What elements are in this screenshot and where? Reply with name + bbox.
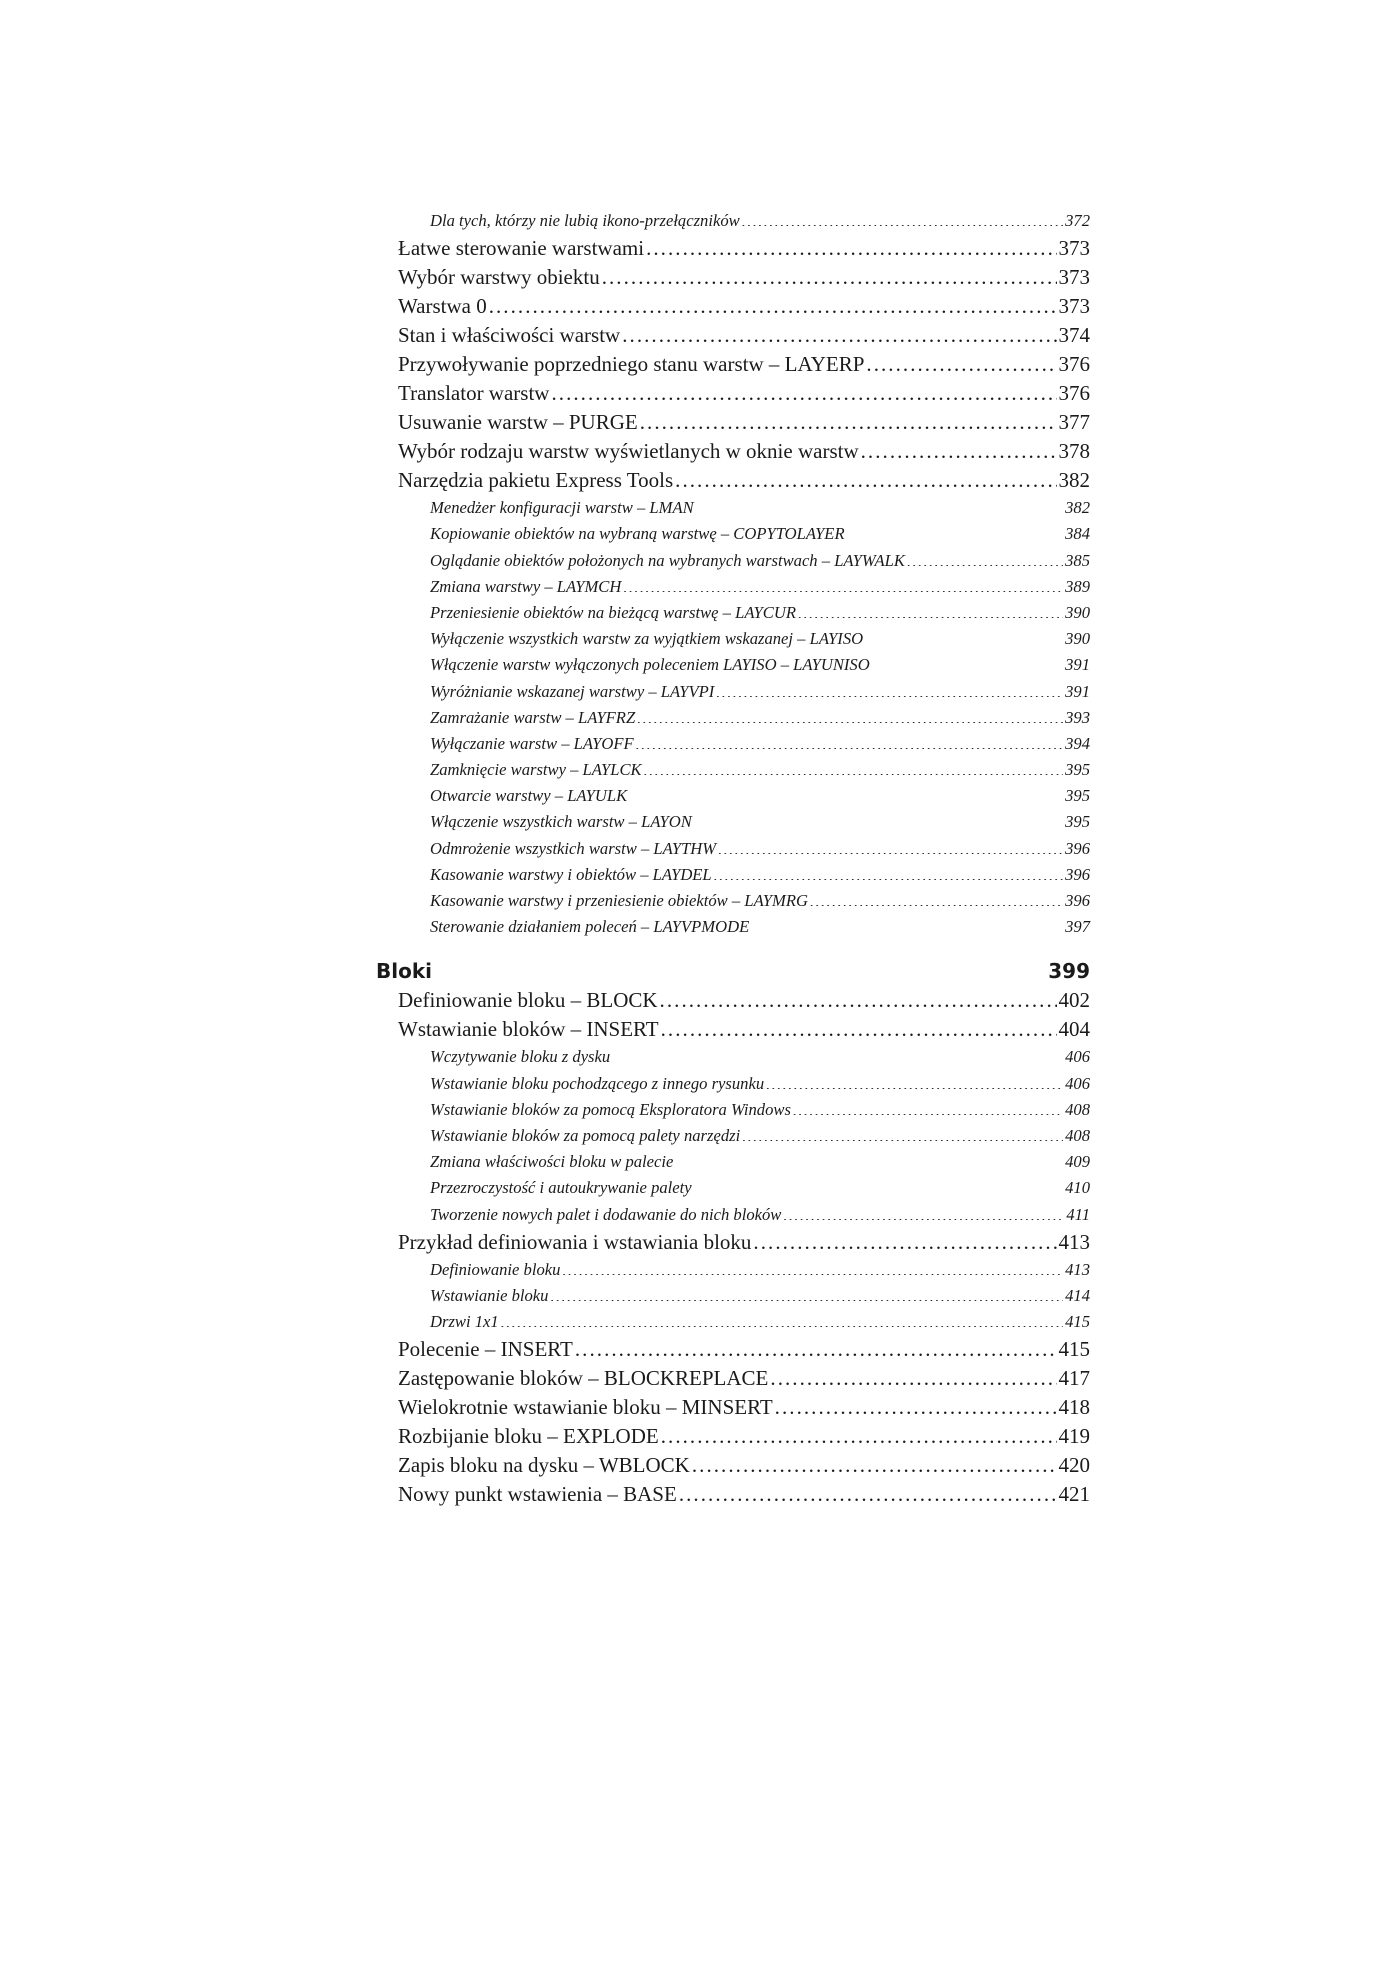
toc-dot-leader <box>575 1335 1057 1356</box>
toc-entry <box>376 1451 1090 1480</box>
toc-dot-leader <box>637 706 1063 723</box>
toc-entry <box>376 1123 1090 1149</box>
toc-entry-page-number: 399 <box>1048 959 1090 984</box>
toc-dot-leader <box>675 466 1056 487</box>
toc-entry-page-number: 385 <box>1065 550 1090 570</box>
toc-dot-leader <box>718 837 1063 854</box>
toc-entry-title: Łatwe sterowanie warstwami <box>398 236 645 261</box>
toc-dot-leader <box>847 523 1064 540</box>
toc-entry-page-number: 410 <box>1065 1178 1090 1198</box>
toc-dot-leader <box>550 1284 1063 1301</box>
toc-entry-page-number: 415 <box>1058 1337 1090 1362</box>
toc-entry <box>376 321 1090 350</box>
toc-dot-leader <box>501 1310 1063 1327</box>
toc-entry <box>376 888 1090 914</box>
toc-entry-title: Kasowanie warstwy i obiektów – LAYDEL <box>430 864 712 884</box>
toc-dot-leader <box>694 1177 1063 1194</box>
toc-entry-title: Nowy punkt wstawienia – BASE <box>398 1482 677 1507</box>
toc-dot-leader <box>622 321 1056 342</box>
toc-entry-page-number: 396 <box>1065 891 1090 910</box>
toc-entry-title: Translator warstw <box>398 381 550 406</box>
toc-dot-leader <box>798 601 1063 618</box>
toc-entry <box>376 986 1090 1015</box>
toc-entry-title: Usuwanie warstw – PURGE <box>398 410 638 435</box>
toc-entry-page-number: 382 <box>1058 468 1090 493</box>
toc-dot-leader <box>646 234 1056 255</box>
toc-entry-title: Wyłączenie wszystkich warstw za wyjątkiem wskazanej – LAYISO <box>430 629 864 649</box>
toc-dot-leader <box>623 575 1063 592</box>
toc-dot-leader <box>716 680 1063 697</box>
toc-entry <box>376 466 1090 495</box>
toc-entry <box>376 521 1090 547</box>
toc-entry-title: Warstwa 0 <box>398 294 487 319</box>
toc-entry <box>376 437 1090 466</box>
toc-entry-page-number: 395 <box>1065 786 1090 806</box>
table-of-contents <box>376 208 1090 1509</box>
toc-entry-title: Wstawianie bloku <box>430 1285 549 1305</box>
toc-entry-title: Narzędzia pakietu Express Tools <box>398 468 674 493</box>
toc-entry-title: Wyłączanie warstw – LAYOFF <box>430 733 634 753</box>
toc-entry <box>376 379 1090 408</box>
toc-dot-leader <box>793 1098 1063 1115</box>
toc-entry-page-number: 373 <box>1058 294 1090 319</box>
toc-dot-leader <box>675 1151 1063 1168</box>
toc-entry-title: Zmiana właściwości bloku w palecie <box>430 1152 674 1172</box>
toc-dot-leader <box>661 1015 1057 1036</box>
toc-entry <box>376 234 1090 263</box>
toc-entry-page-number: 406 <box>1065 1073 1090 1093</box>
toc-entry-page-number: 393 <box>1065 707 1090 727</box>
toc-entry <box>376 783 1090 809</box>
toc-dot-leader <box>636 732 1064 749</box>
toc-dot-leader <box>753 1228 1056 1249</box>
toc-entry <box>376 914 1090 940</box>
toc-entry-page-number: 377 <box>1058 410 1090 435</box>
toc-dot-leader <box>644 758 1064 775</box>
toc-entry <box>376 1097 1090 1123</box>
toc-entry-title: Zamrażanie warstw – LAYFRZ <box>430 707 636 727</box>
toc-entry-title: Kasowanie warstwy i przeniesienie obiektów – LAYMRG <box>430 891 808 910</box>
toc-entry <box>376 809 1090 835</box>
toc-entry-page-number: 420 <box>1058 1453 1090 1478</box>
toc-entry-page-number: 391 <box>1065 655 1090 675</box>
toc-entry <box>376 757 1090 783</box>
toc-entry-title: Wstawianie bloków za pomocą Eksploratora Windows <box>430 1099 791 1119</box>
toc-entry-title: Definiowanie bloku – BLOCK <box>398 988 658 1013</box>
toc-entry-page-number: 384 <box>1065 524 1090 544</box>
toc-entry-title: Wyróżnianie wskazanej warstwy – LAYVPI <box>430 681 715 701</box>
toc-entry-title: Przezroczystość i autoukrywanie palety <box>430 1178 692 1198</box>
toc-dot-leader <box>694 811 1063 828</box>
toc-entry-page-number: 376 <box>1058 381 1090 406</box>
toc-entry <box>376 292 1090 321</box>
toc-entry-title: Wybór warstwy obiektu <box>398 265 600 290</box>
toc-entry <box>376 1228 1090 1257</box>
toc-dot-leader <box>562 1258 1063 1275</box>
toc-entry <box>376 836 1090 862</box>
toc-entry <box>376 1044 1090 1070</box>
toc-dot-leader <box>866 350 1056 371</box>
toc-entry-title: Drzwi 1x1 <box>430 1312 499 1332</box>
toc-dot-leader <box>679 1480 1057 1501</box>
toc-entry-page-number: 395 <box>1065 812 1090 832</box>
toc-entry-title: Wstawianie bloków za pomocą palety narzędzi <box>430 1125 741 1145</box>
toc-dot-leader <box>872 654 1063 671</box>
toc-entry-page-number: 417 <box>1058 1366 1090 1391</box>
toc-dot-leader <box>489 292 1057 313</box>
toc-entry-title: Tworzenie nowych palet i dodawanie do nich bloków <box>430 1204 782 1224</box>
toc-entry-title: Definiowanie bloku <box>430 1259 561 1279</box>
toc-entry-page-number: 396 <box>1065 864 1090 884</box>
toc-entry-page-number: 411 <box>1066 1204 1090 1224</box>
toc-entry-page-number: 421 <box>1058 1482 1090 1507</box>
toc-dot-leader <box>696 497 1063 514</box>
toc-entry <box>376 626 1090 652</box>
toc-entry-page-number: 402 <box>1058 988 1090 1013</box>
toc-dot-leader <box>775 1393 1057 1414</box>
toc-dot-leader <box>602 263 1057 284</box>
toc-dot-leader <box>907 549 1063 566</box>
toc-entry-title: Zapis bloku na dysku – WBLOCK <box>398 1453 690 1478</box>
toc-entry <box>376 263 1090 292</box>
toc-entry <box>376 208 1090 234</box>
toc-entry-page-number: 413 <box>1065 1259 1090 1279</box>
toc-dot-leader <box>692 1451 1057 1472</box>
toc-entry-title: Wstawianie bloku pochodzącego z innego rysunku <box>430 1073 765 1093</box>
toc-entry-page-number: 373 <box>1058 265 1090 290</box>
toc-entry-title: Wielokrotnie wstawianie bloku – MINSERT <box>398 1395 773 1420</box>
toc-dot-leader <box>865 628 1063 645</box>
toc-entry-page-number: 378 <box>1058 439 1090 464</box>
toc-entry-title: Przeniesienie obiektów na bieżącą warstwę – LAYCUR <box>430 602 796 622</box>
toc-entry <box>376 495 1090 521</box>
toc-dot-leader <box>766 1072 1063 1089</box>
toc-entry <box>376 408 1090 437</box>
toc-entry <box>376 1283 1090 1309</box>
toc-entry <box>376 862 1090 888</box>
toc-entry-title: Przykład definiowania i wstawiania bloku <box>398 1229 752 1254</box>
toc-dot-leader <box>751 916 1063 933</box>
toc-entry-page-number: 390 <box>1065 602 1090 622</box>
toc-entry <box>376 1480 1090 1509</box>
toc-entry-title: Włączenie wszystkich warstw – LAYON <box>430 812 692 832</box>
toc-entry-page-number: 391 <box>1065 681 1090 701</box>
toc-entry-title: Zastępowanie bloków – BLOCKREPLACE <box>398 1366 769 1391</box>
toc-entry <box>376 1175 1090 1201</box>
toc-entry <box>376 652 1090 678</box>
toc-entry-title: Zmiana warstwy – LAYMCH <box>430 576 622 596</box>
toc-entry-page-number: 413 <box>1058 1229 1090 1254</box>
toc-entry <box>376 1422 1090 1451</box>
toc-entry-page-number: 373 <box>1058 236 1090 261</box>
toc-dot-leader <box>783 1203 1064 1220</box>
toc-entry-page-number: 396 <box>1065 838 1090 858</box>
toc-dot-leader <box>861 437 1057 458</box>
toc-entry-page-number: 414 <box>1065 1285 1090 1305</box>
toc-entry <box>376 679 1090 705</box>
toc-dot-leader <box>810 889 1063 906</box>
toc-dot-leader <box>551 379 1056 400</box>
toc-entry <box>376 1149 1090 1175</box>
toc-chapter-heading <box>376 956 1090 986</box>
toc-entry <box>376 1071 1090 1097</box>
toc-entry-title: Wybór rodzaju warstw wyświetlanych w oknie warstw <box>398 439 859 464</box>
toc-entry <box>376 1364 1090 1393</box>
toc-entry <box>376 600 1090 626</box>
toc-entry <box>376 1257 1090 1283</box>
toc-entry-title: Włączenie warstw wyłączonych poleceniem LAYISO – LAYUNISO <box>430 655 870 675</box>
toc-entry-page-number: 419 <box>1058 1424 1090 1449</box>
toc-entry-page-number: 372 <box>1065 211 1090 230</box>
toc-entry-title: Stan i właściwości warstw <box>398 323 621 348</box>
toc-entry-title: Wczytywanie bloku z dysku <box>430 1047 611 1067</box>
toc-entry <box>376 548 1090 574</box>
toc-entry <box>376 574 1090 600</box>
toc-dot-leader <box>742 1124 1063 1141</box>
toc-entry-title: Otwarcie warstwy – LAYULK <box>430 786 628 806</box>
toc-entry-page-number: 404 <box>1058 1017 1090 1042</box>
toc-entry <box>376 1335 1090 1364</box>
toc-dot-leader <box>770 1364 1056 1385</box>
toc-entry-title: Odmrożenie wszystkich warstw – LAYTHW <box>430 838 717 858</box>
toc-entry <box>376 1309 1090 1335</box>
toc-entry-page-number: 418 <box>1058 1395 1090 1420</box>
toc-entry <box>376 350 1090 379</box>
toc-entry-title: Rozbijanie bloku – EXPLODE <box>398 1424 659 1449</box>
toc-entry <box>376 731 1090 757</box>
toc-entry <box>376 1202 1090 1228</box>
toc-entry-title: Menedżer konfiguracji warstw – LMAN <box>430 498 694 518</box>
toc-entry-page-number: 390 <box>1065 629 1090 649</box>
toc-entry-title: Zamknięcie warstwy – LAYLCK <box>430 760 642 780</box>
toc-entry-title: Oglądanie obiektów położonych na wybranych warstwach – LAYWALK <box>430 550 905 570</box>
toc-entry-page-number: 374 <box>1058 323 1090 348</box>
toc-entry-page-number: 409 <box>1065 1152 1090 1172</box>
toc-entry-page-number: 397 <box>1065 917 1090 937</box>
toc-dot-leader <box>742 209 1063 226</box>
toc-entry <box>376 1393 1090 1422</box>
toc-entry-title: Przywoływanie poprzedniego stanu warstw – LAYERP <box>398 352 865 377</box>
toc-entry-page-number: 382 <box>1065 498 1090 518</box>
toc-entry-page-number: 406 <box>1065 1047 1090 1067</box>
toc-entry-page-number: 394 <box>1065 733 1090 753</box>
toc-dot-leader <box>714 863 1063 880</box>
toc-dot-leader <box>661 1422 1057 1443</box>
toc-entry-page-number: 408 <box>1065 1125 1090 1145</box>
toc-entry-page-number: 389 <box>1065 576 1090 596</box>
toc-entry-page-number: 395 <box>1065 760 1090 780</box>
toc-entry-title: Polecenie – INSERT <box>398 1337 573 1362</box>
toc-dot-leader <box>629 785 1063 802</box>
toc-entry-page-number: 376 <box>1058 352 1090 377</box>
toc-entry-title: Wstawianie bloków – INSERT <box>398 1017 659 1042</box>
toc-dot-leader <box>612 1046 1063 1063</box>
toc-entry <box>376 705 1090 731</box>
toc-entry-title: Bloki <box>376 959 432 984</box>
toc-entry-title: Dla tych, którzy nie lubią ikono-przełączników <box>430 211 740 230</box>
toc-entry-page-number: 415 <box>1065 1312 1090 1332</box>
toc-entry-title: Kopiowanie obiektów na wybraną warstwę – COPYTOLAYER <box>430 524 845 544</box>
toc-entry-title: Sterowanie działaniem poleceń – LAYVPMODE <box>430 917 750 937</box>
toc-entry-page-number: 408 <box>1065 1099 1090 1119</box>
toc-dot-leader <box>640 408 1057 429</box>
toc-dot-leader <box>660 986 1057 1007</box>
toc-entry <box>376 1015 1090 1044</box>
